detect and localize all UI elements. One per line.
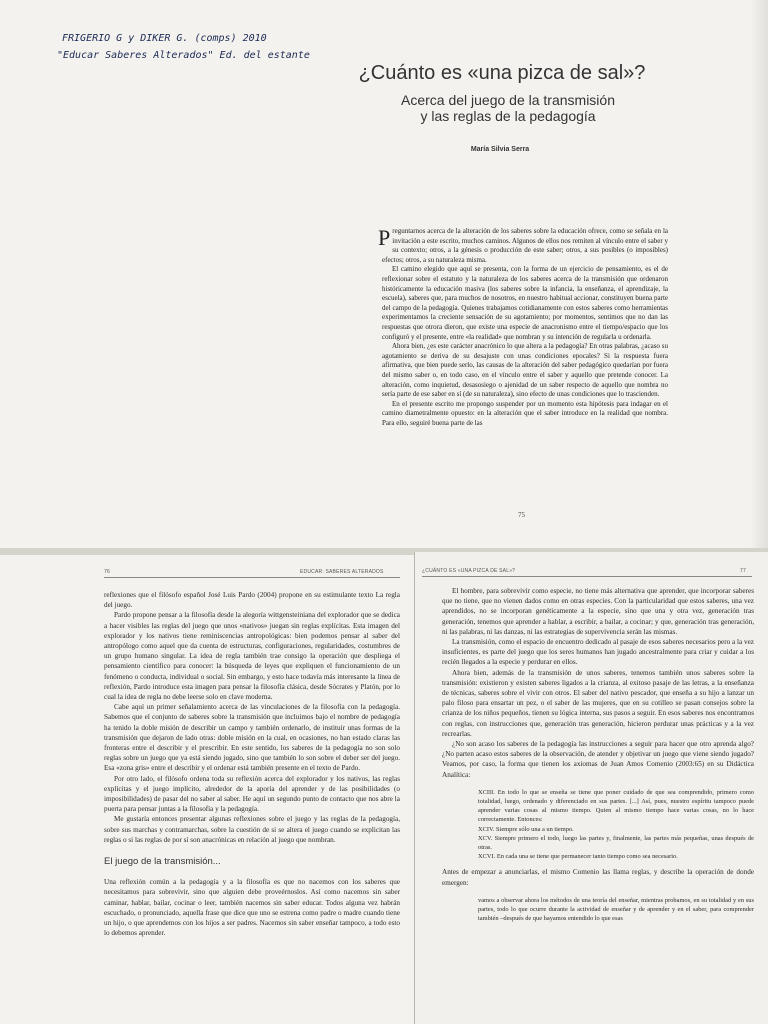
block-quote <box>478 788 754 862</box>
paragraph: Antes de empezar a anunciarlas, el mismo Comenio las llama reglas, y describe la operación de donde emergen: <box>442 868 754 887</box>
paragraph: Por otro lado, el filósofo ordena toda su reflexión acerca del explorador y los nativos, las reglas explícitas y el juego implícito, alrededor de la aporía del aprender y de las posibilidades (o imposibilidades) de pasar del no saber al saber. He aquí un segundo punto de contacto que nos abre la puerta para pensar juntas a la filosofía y la pedagogía. <box>104 774 400 814</box>
paragraph: ¿No son acaso los saberes de la pedagogía las instrucciones a seguir para hacer que otro aprenda algo? ¿No parten acaso estos saberes de la observación, de atender y objetivar un juego que viene siendo jugado? Veamos, por caso, la forma que tienen los axiomas de Juan Amos Comenio (2003:65) en su Didáctica Analítica: <box>442 740 754 779</box>
subtitle-line-2: y las reglas de la pedagogía <box>420 108 596 124</box>
page-number: 76 <box>104 569 110 575</box>
paragraph: Ahora bien, ¿es este carácter anacrónico lo que altera a la pedagogía? En otras palabras, ¿acaso su agotamiento se deriva de su desajuste con unas condiciones epocales? Si la respuesta fuera afirmativa, que bien puede serlo, las causas de la alteración del saber pedagógico quedarían por fuera del mismo saber o, en todo caso, en el vínculo entre el saber y aquello que pretende conocer. La alteración, como inquietud, desasosiego o ajenidad de un saber respecto de aquello que nombra no sería parte de ese saber en sí (de su naturaleza), sino efecto de unas condiciones que lo trascienden. <box>382 342 668 399</box>
page-shadow <box>750 0 768 548</box>
running-header: ¿CUÁNTO ES «UNA PIZCA DE SAL»? <box>422 568 516 574</box>
header-rule <box>104 577 400 578</box>
quote-line: XCVI. En cada una se tiene que permanecer tanto tiempo como sea necesario. <box>478 853 678 861</box>
paragraph: Una reflexión común a la pedagogía y a la filosofía es que no nacemos con los saberes que necesitamos para sobrevivir, sino que alguien debe proveérnoslos. Así como nacemos sin saber caminar, hablar, bailar, cocinar o leer, también nacemos sin saber educar. Todos alguna vez habrán escuchado, o pronunciado, aquella frase que dice que uno se estrena como padre o madre cuando tiene un hijo, o que aprendemos con los hijos a ser padres. Nacemos sin saber enseñar tampoco, a todo esto lo debemos aprender. <box>104 878 400 938</box>
chapter-subtitle <box>368 92 648 124</box>
section-heading: El juego de la transmisión... <box>104 856 221 868</box>
page-number: 75 <box>518 511 525 519</box>
quote-line: XCIII. En todo lo que se enseña se tiene que poner cuidado de que sea comprendido, primero como totalidad, luego, ordenado y diferenciado en sus partes. [...] Así, pues, nuestro espíritu tampoco puede aprender varias cosas al mismo tiempo. Quien al mismo tiempo hace varias cosas, no lo hace correctamente. Entonces: <box>478 788 754 824</box>
paragraph: reflexiones que el filósofo español José Luis Pardo (2004) propone en su estimulante texto La regla del juego. <box>104 591 400 610</box>
page-gutter <box>414 552 415 1024</box>
paragraph: Ahora bien, además de la transmisión de unos saberes, tenemos también unos saberes sobre la transmisión: existieron y existen saberes ligados a la crianza, al exitoso pasaje de las letras, a la enseñanza de técnicas, saberes sobre el vivir con otros. El saber del nativo pescador, que enseña a su hijo a lanzar un palo filoso para ensartar un pez, o el saber de las mujeres, que en su cotilleo se pasan consejos sobre la crianza de los niños pequeños, tienen su lógica interna, sus pasos a seguir. En esos saberes nos encontramos con reglas, con instrucciones que, generación tras generación, hicieron perdurar unas prácticas y a la vez recrearlas. <box>442 668 754 738</box>
paragraph: Pardo propone pensar a la filosofía desde la alegoría wittgensteiniana del explorador que se dedica a hacer visibles las reglas del juego que unos «nativos» juegan sin reglas explícitas. Esta imagen del explorador y los nativos tiene reminiscencias antropológicas: bien podemos pensar al saber del antropólogo como aquel que da cuenta de estructuras, configuraciones, regularidades, costumbres de un grupo humano singular. La idea de regla también trae consigo la operación que despliega el pensamiento científico para conocer: la búsqueda de leyes que expliquen el funcionamiento de un fenómeno o conducta, individual o social. Sin embargo, y esto hace todavía más interesante la línea de reflexión, Pardo introduce esta imagen para pensar la filosofía clásica, desde Sócrates y Platón, por lo cual la idea de regla no debe leerse solo en clave moderna. <box>104 611 400 702</box>
page-77-text-column <box>442 586 754 930</box>
handwritten-citation-line-1: FRIGERIO G y DIKER G. (comps) 2010 <box>62 33 267 44</box>
chapter-author: María Silvia Serra <box>470 146 530 153</box>
paragraph: Cabe aquí un primer señalamiento acerca de las vinculaciones de la filosofía con la pedagogía. Sabemos que el conjunto de saberes sobre la transmisión que incluimos bajo el nombre de pedagogía ha tenido la doble misión de describir un campo y también ordenarlo, de instituir unas formas de la transmisión que dejaron de lado otras: doble misión en la cual, en ocasiones, no han estado claras las fronteras entre el describir y el prescribir. En este sentido, los saberes de la pedagogía no son solo reglas sobre un juego que ya está siendo jugado, sino que también lo son sobre el deber ser del juego. Esa «zona gris» entre el describir y el ordenar está también presente en el texto de Pardo. <box>104 703 400 773</box>
subtitle-line-1: Acerca del juego de la transmisión <box>400 92 615 108</box>
page-75-text-column <box>378 225 668 428</box>
drop-cap: P <box>378 225 391 250</box>
paragraph: El camino elegido que aquí se presenta, con la forma de un ejercicio de pensamiento, es el de reflexionar sobre el estatuto y la naturaleza de los saberes acerca de la transmisión que ordenaron históricamente la educación masiva (los saberes sobre la infancia, la enseñanza, el aprendizaje, la escuela), saberes que, para muchos de nosotros, en nuestro habitual accionar, constituyen buena parte del campo de la pedagogía. Quienes trabajamos cotidianamente con estos saberes como herramientas experimentamos la creciente sensación de su agotamiento; por momentos, sentimos que no dan las respuestas que otrora dieron, que existe una especie de anacronismo entre el tiempo/espacio que los configuró y el presente, entre «la realidad» que nombran y su intención de regularla u ordenarla. <box>382 265 668 341</box>
page-number: 77 <box>740 568 746 574</box>
paragraph: El hombre, para sobrevivir como especie, no tiene más alternativa que aprender, que incorporar saberes que no tiene, que no vienen dados como en otras especies. Con la particularidad que estos saberes, una vez aprendidos, no se incorporan genéticamente a la especie, sino que una y otra vez, generación tras generación, tenemos que aprender a hablar, a escribir, a bailar, a cocinar; y que, generación tras generación, ni las palabras, ni las danzas, ni las estrategias de supervivencia serán las mismas. <box>442 587 754 636</box>
quote-line: vamos a observar ahora los métodos de una teoría del enseñar, mientras probamos, en su totalidad y en sus partes, todo lo que ocurre durante la actividad de enseñar y de aprender y en el saber, para comprender también –después de que hayamos entendido lo que esas <box>478 896 754 923</box>
quote-line: XCIV. Siempre sólo una a un tiempo. <box>478 825 574 833</box>
paragraph: Preguntarnos acerca de la alteración de los saberes sobre la educación ofrece, como se señala en la invitación a este escrito, muchos caminos. Algunos de ellos nos remiten al vínculo entre el saber y su contexto; otros, a la génesis o producción de este saber; otros, a sus posibles (o imposibles) efectos; otros, a su naturaleza misma. <box>378 225 668 264</box>
running-header: EDUCAR: SABERES ALTERADOS <box>300 569 384 575</box>
header-rule <box>422 576 752 577</box>
handwritten-citation-line-2: "Educar Saberes Alterados" Ed. del estante <box>57 50 310 61</box>
paragraph: En el presente escrito me propongo suspender por un momento esta hipótesis para indagar en el camino diametralmente opuesto: en la alteración que el saber introduce en la realidad que nombra. Para ello, seguiré buena parte de las <box>382 399 668 427</box>
chapter-title: ¿Cuánto es «una pizca de sal»? <box>358 62 646 84</box>
quote-line: XCV. Siempre primero el todo, luego las partes y, finalmente, las partes más pequeñas, unas después de otras. <box>478 834 754 852</box>
paragraph: Me gustaría entonces presentar algunas reflexiones sobre el juego y las reglas de la pedagogía, sobre sus marchas y contramarchas, sobre la cuestión de si se altera el juego cuando se explicitan las reglas o si las reglas de por sí son anacrónicas en relación al juego que nombran. <box>104 815 400 844</box>
page-76-text-column <box>104 590 400 939</box>
paragraph: La transmisión, como el espacio de encuentro dedicado al pasaje de esos saberes necesarios pero a la vez insuficientes, es parte del juego que los seres humanos han jugado ancestralmente para criar y cuidar a los recién llegados a la especie y perdurar en ellos. <box>442 638 754 667</box>
block-quote <box>478 896 754 924</box>
